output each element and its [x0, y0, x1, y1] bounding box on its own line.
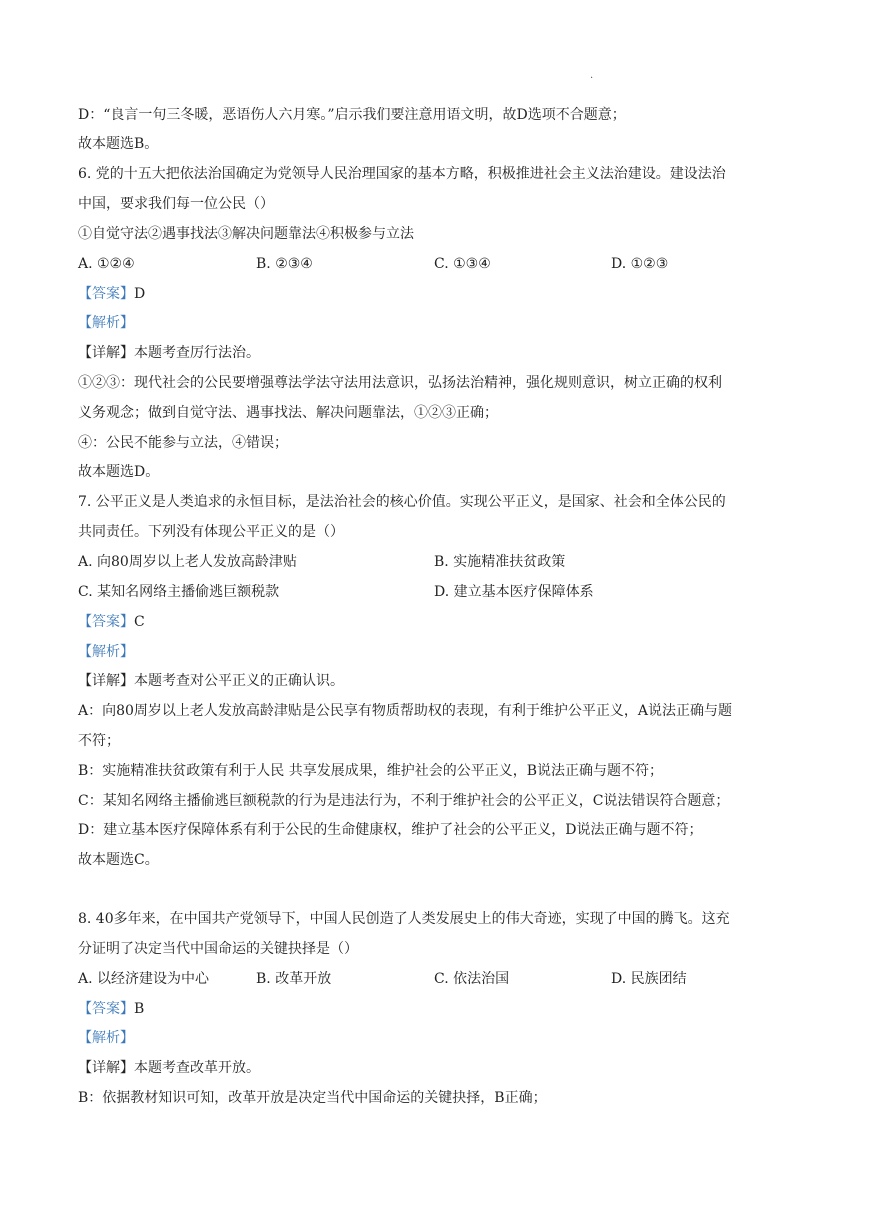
question-6-option-b: B. ②③④ [256, 256, 313, 272]
detail-line: 【详解】本题考查改革开放。 [78, 1060, 260, 1076]
explanation-line: 不符； [78, 733, 120, 749]
question-7-option-c: C. 某知名网络主播偷逃巨额税款 [78, 584, 280, 600]
explanation-line: D：建立基本医疗保障体系有利于公民的生命健康权，维护了社会的公平正义，D说法正确与题不符； [78, 822, 703, 838]
question-7-option-d: D. 建立基本医疗保障体系 [434, 584, 594, 600]
question-8-stem: 8. 40多年来，在中国共产党领导下，中国人民创造了人类发展史上的伟大奇迹，实现了中国的腾飞。这充 [78, 911, 730, 927]
conclusion-line: 故本题选C。 [78, 852, 159, 868]
question-7-answer [78, 612, 145, 632]
question-7-stem: 7. 公平正义是人类追求的永恒目标，是法治社会的核心价值。实现公平正义，是国家、社会和全体公民的 [78, 494, 726, 510]
question-7-option-b: B. 实施精准扶贫政策 [434, 554, 566, 570]
explanation-line: ④：公民不能参与立法，④错误； [78, 435, 288, 451]
question-8-stem: 分证明了决定当代中国命运的关键抉择是（） [78, 941, 358, 957]
question-6-option-c: C. ①③④ [434, 256, 491, 272]
analysis-tag: 【解析】 [78, 644, 134, 660]
analysis-tag: 【解析】 [78, 1030, 134, 1046]
question-8-answer [78, 999, 144, 1019]
question-8-option-c: C. 依法治国 [434, 971, 510, 987]
question-6-answer [78, 284, 145, 304]
explanation-line: B：实施精准扶贫政策有利于人民 共享发展成果，维护社会的公平正义，B说法正确与题不符； [78, 763, 664, 779]
answer-tag: 【答案】 [78, 1001, 134, 1017]
answer-value: B [134, 1001, 145, 1017]
question-6-stem: 6. 党的十五大把依法治国确定为党领导人民治理国家的基本方略，积极推进社会主义法治建设。建设法治 [78, 166, 726, 182]
analysis-tag: 【解析】 [78, 315, 134, 331]
explanation-line: B：依据教材知识可知，改革开放是决定当代中国命运的关键抉择，B正确； [78, 1090, 547, 1106]
conclusion-line: 故本题选D。 [78, 464, 160, 480]
question-7-option-a: A. 向80周岁以上老人发放高龄津贴 [78, 554, 297, 570]
question-6-option-d: D. ①②③ [611, 256, 669, 272]
header-mark: . [590, 70, 594, 81]
explanation-line: C：某知名网络主播偷逃巨额税款的行为是违法行为，不利于维护社会的公平正义，C说法错误符合题意； [78, 793, 730, 809]
question-7-stem: 共同责任。下列没有体现公平正义的是（） [78, 524, 344, 540]
question-8-option-d: D. 民族团结 [611, 971, 687, 987]
explanation-line: A：向80周岁以上老人发放高龄津贴是公民享有物质帮助权的表现，有利于维护公平正义，A说法正确与题 [78, 703, 733, 719]
answer-value: C [134, 614, 145, 630]
explanation-line: ①②③：现代社会的公民要增强尊法学法守法用法意识，弘扬法治精神，强化规则意识，树立正确的权利 [78, 375, 722, 391]
text-line: D：“良言一句三冬暖，恶语伤人六月寒。”启示我们要注意用语文明，故D选项不合题意； [78, 107, 626, 123]
question-6-items: ①自觉守法②遇事找法③解决问题靠法④积极参与立法 [78, 226, 414, 242]
answer-tag: 【答案】 [78, 286, 134, 302]
detail-line: 【详解】本题考查厉行法治。 [78, 345, 260, 361]
answer-value: D [134, 286, 146, 302]
detail-line: 【详解】本题考查对公平正义的正确认识。 [78, 673, 344, 689]
question-6-option-a: A. ①②④ [78, 256, 135, 272]
explanation-line: 义务观念；做到自觉守法、遇事找法、解决问题靠法，①②③正确； [78, 405, 498, 421]
question-8-option-a: A. 以经济建设为中心 [78, 971, 210, 987]
text-line: 故本题选B。 [78, 136, 159, 152]
question-6-stem: 中国，要求我们每一位公民（） [78, 196, 274, 212]
answer-tag: 【答案】 [78, 614, 134, 630]
question-8-option-b: B. 改革开放 [256, 971, 332, 987]
